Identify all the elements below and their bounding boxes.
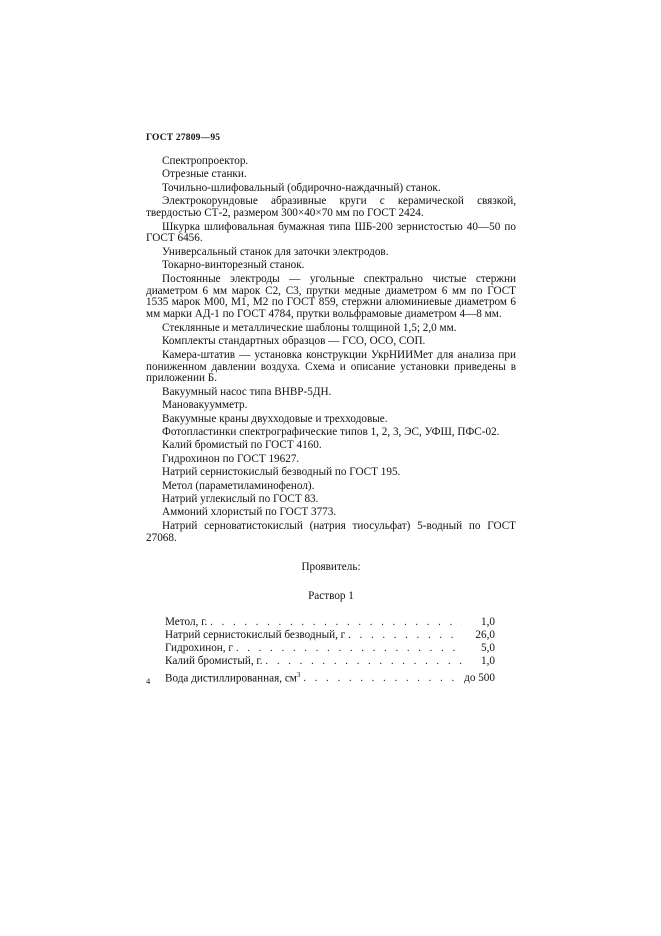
paragraph: Гидрохинон по ГОСТ 19627. — [162, 452, 300, 465]
leader-dots — [303, 673, 461, 685]
recipe-label-text: Метол, г. — [165, 615, 208, 628]
paragraph: Метол (параметиламинофенол). — [162, 479, 315, 492]
recipe-row — [165, 670, 495, 683]
paragraph: Мановакуумметр. — [162, 399, 248, 412]
recipe-value: 5,0 — [481, 642, 495, 655]
paragraph: Натрий серноватистокислый (натрия тиосульфат) 5-водный по ГОСТ 27068. — [146, 519, 516, 544]
recipe-label — [165, 617, 207, 629]
recipe-label-superscript: 3 — [296, 670, 301, 679]
document-body — [146, 156, 516, 683]
recipe-label-text: Гидрохинон, г — [165, 642, 233, 655]
developer-heading: Проявитель: — [301, 560, 361, 573]
recipe-label — [165, 643, 233, 655]
recipe-value: 1,0 — [481, 615, 495, 628]
paragraph: Постоянные электроды — угольные спектрально чистые стержни диаметром 6 мм марок С2, С3, прутки медные диаметром 6 мм по ГОСТ 1535 марок М00, М1, М2 по ГОСТ 859, стержни алюминиевые диаметром 6 мм марки АД-1 по ГОСТ 4784, прутки вольфрамовые диаметром 4—8 мм. — [146, 272, 516, 321]
paragraph: Шкурка шлифовальная бумажная типа ШБ-200 зернистостью 40—50 по ГОСТ 6456. — [146, 220, 516, 245]
leader-dots — [210, 617, 462, 629]
paragraph: Точильно-шлифовальный (обдирочно-наждачный) станок. — [162, 181, 441, 194]
recipe-label — [165, 670, 300, 686]
recipe-table — [165, 617, 495, 683]
recipe-row — [165, 617, 495, 630]
paragraph: Отрезные станки. — [162, 168, 247, 181]
recipe-row — [165, 656, 495, 669]
paragraph: Спектропроектор. — [162, 155, 249, 167]
recipe-value: 26,0 — [475, 628, 495, 641]
paragraph: Натрий сернистокислый безводный по ГОСТ 195. — [162, 466, 401, 479]
recipe-row — [165, 630, 495, 643]
recipe-label-text: Натрий сернистокислый безводный, г — [165, 628, 346, 641]
page-header: ГОСТ 27809—95 — [146, 133, 221, 143]
paragraph: Калий бромистый по ГОСТ 4160. — [162, 439, 322, 452]
recipe-value: 1,0 — [481, 655, 495, 668]
paragraph: Фотопластинки спектрографические типов 1, 2, 3, ЭС, УФШ, ПФС-02. — [162, 426, 500, 439]
page-number: 4 — [146, 676, 151, 686]
recipe-value: до 500 — [464, 672, 495, 685]
recipe-row — [165, 643, 495, 656]
recipe-label — [165, 630, 345, 642]
paragraph: Аммоний хлористый по ГОСТ 3773. — [162, 506, 337, 519]
paragraph: Вакуумный насос типа ВНВР-5ДН. — [162, 385, 332, 398]
paragraph: Камера-штатив — установка конструкции УкрНИИМет для анализа при пониженном давлении воздуха. Схема и описание установки приведены в приложении Б. — [146, 348, 516, 385]
paragraph: Токарно-винторезный станок. — [162, 259, 305, 272]
recipe-label — [165, 656, 263, 668]
paragraph: Натрий углекислый по ГОСТ 83. — [162, 493, 319, 506]
recipe-label-text: Вода дистиллированная, см — [165, 672, 297, 685]
leader-dots — [266, 656, 462, 668]
solution-heading: Раствор 1 — [308, 589, 354, 602]
paragraph-list — [146, 156, 516, 545]
paragraph: Вакуумные краны двухходовые и трехходовые. — [162, 412, 388, 425]
paragraph: Электрокорундовые абразивные круги с керамической связкой, твердостью СТ-2, размером 300×40×70 мм по ГОСТ 2424. — [146, 195, 516, 220]
paragraph: Стеклянные и металлические шаблоны толщиной 1,5; 2,0 мм. — [162, 321, 457, 334]
recipe-label-text: Калий бромистый, г. — [165, 655, 263, 668]
paragraph: Универсальный станок для заточки электродов. — [162, 245, 389, 258]
paragraph: Комплекты стандартных образцов — ГСО, ОСО, СОП. — [162, 335, 426, 348]
leader-dots — [348, 630, 462, 642]
leader-dots — [236, 643, 462, 655]
